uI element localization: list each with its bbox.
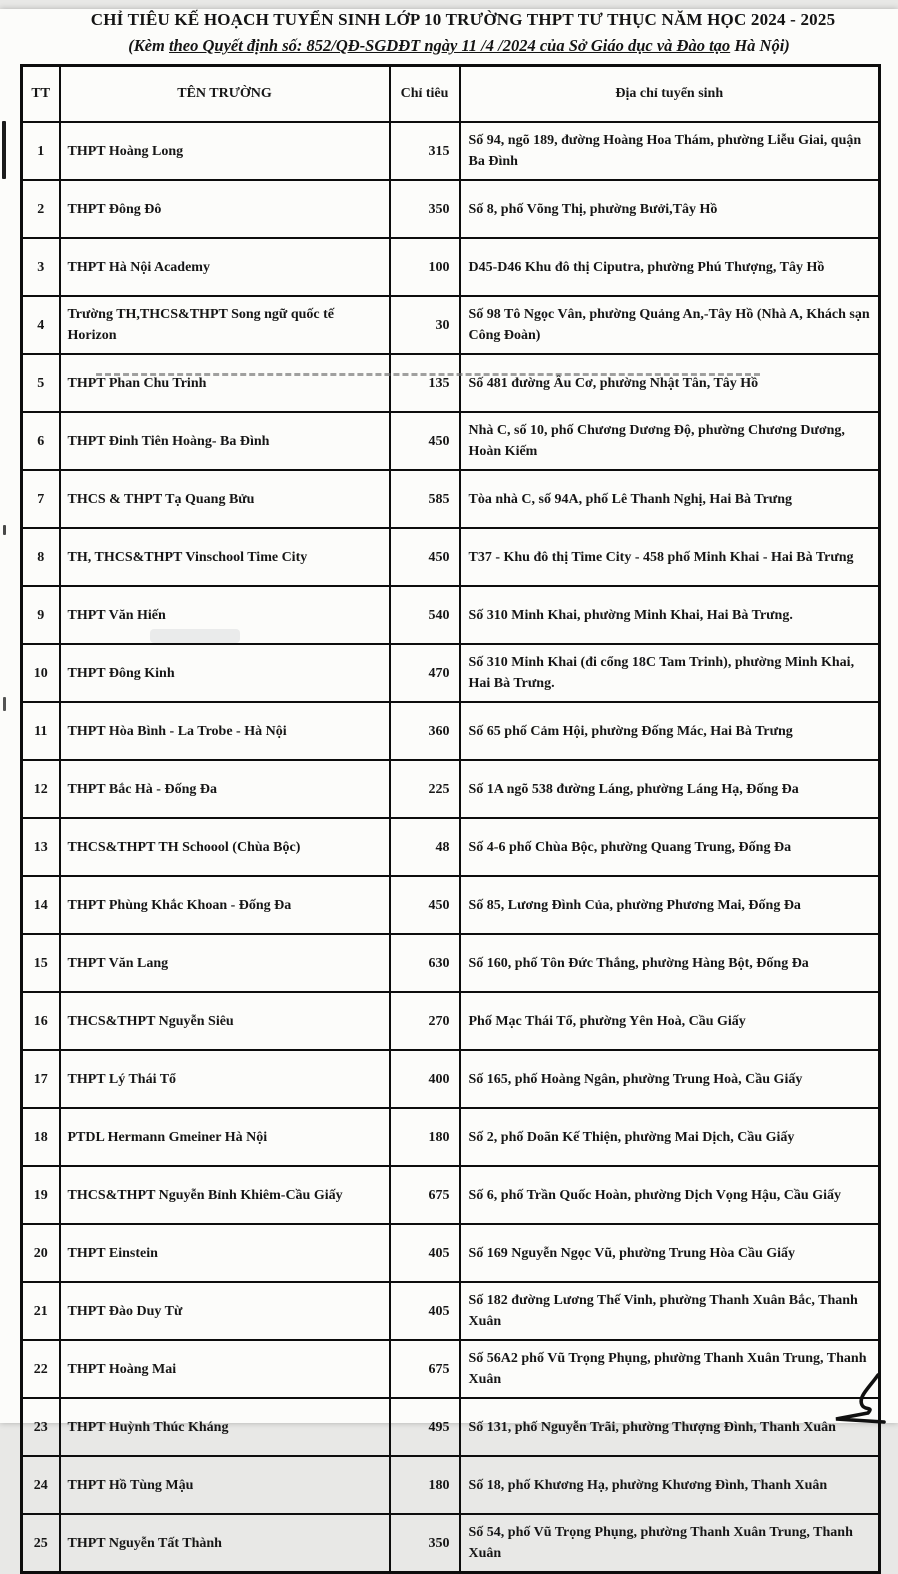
cell-address: Số 4-6 phố Chùa Bộc, phường Quang Trung, Đống Đa (460, 818, 880, 876)
cell-address: Số 98 Tô Ngọc Vân, phường Quảng An,-Tây Hồ (Nhà A, Khách sạn Công Đoàn) (460, 296, 880, 354)
table-row (22, 354, 880, 412)
cell-tt: 21 (22, 1282, 60, 1340)
cell-tt: 14 (22, 876, 60, 934)
cell-address: Số 94, ngõ 189, đường Hoàng Hoa Thám, phường Liễu Giai, quận Ba Đình (460, 122, 880, 180)
cell-tt: 9 (22, 586, 60, 644)
cell-quota: 100 (390, 238, 460, 296)
scanned-document-page (0, 9, 898, 1561)
cell-quota: 405 (390, 1224, 460, 1282)
cell-school-name: THCS&THPT Nguyễn Bỉnh Khiêm-Cầu Giấy (60, 1166, 390, 1224)
cell-quota: 450 (390, 412, 460, 470)
cell-quota: 470 (390, 644, 460, 702)
cell-address: Số 6, phố Trần Quốc Hoàn, phường Dịch Vọng Hậu, Cầu Giấy (460, 1166, 880, 1224)
cell-school-name: THPT Văn Hiến (60, 586, 390, 644)
cell-tt: 3 (22, 238, 60, 296)
cell-tt: 18 (22, 1108, 60, 1166)
cell-quota: 450 (390, 876, 460, 934)
cell-school-name: Trường TH,THCS&THPT Song ngữ quốc tế Horizon (60, 296, 390, 354)
cell-quota: 315 (390, 122, 460, 180)
cell-school-name: THPT Hồ Tùng Mậu (60, 1456, 390, 1514)
cell-tt: 7 (22, 470, 60, 528)
table-row (22, 412, 880, 470)
table-row (22, 992, 880, 1050)
enrollment-quota-table (20, 64, 881, 1574)
cell-address: Số 54, phố Vũ Trọng Phụng, phường Thanh Xuân Trung, Thanh Xuân (460, 1514, 880, 1573)
school-table-body (22, 122, 880, 1573)
scan-edge-artifact (3, 525, 6, 535)
cell-quota: 225 (390, 760, 460, 818)
cell-school-name: THPT Nguyễn Tất Thành (60, 1514, 390, 1573)
cell-school-name: THPT Bắc Hà - Đống Đa (60, 760, 390, 818)
cell-tt: 5 (22, 354, 60, 412)
cell-tt: 19 (22, 1166, 60, 1224)
cell-tt: 24 (22, 1456, 60, 1514)
table-header-row (22, 66, 880, 123)
cell-address: Số 131, phố Nguyễn Trãi, phường Thượng Đình, Thanh Xuân (460, 1398, 880, 1456)
cell-school-name: THPT Phan Chu Trinh (60, 354, 390, 412)
cell-address: Số 310 Minh Khai, phường Minh Khai, Hai Bà Trưng. (460, 586, 880, 644)
scan-edge-artifact (2, 121, 6, 179)
cell-address: T37 - Khu đô thị Time City - 458 phố Minh Khai - Hai Bà Trưng (460, 528, 880, 586)
cell-quota: 450 (390, 528, 460, 586)
cell-tt: 16 (22, 992, 60, 1050)
table-row (22, 702, 880, 760)
table-row (22, 1050, 880, 1108)
cell-school-name: THPT Đào Duy Từ (60, 1282, 390, 1340)
header-tt: TT (22, 66, 60, 123)
cell-quota: 270 (390, 992, 460, 1050)
cell-quota: 675 (390, 1340, 460, 1398)
cell-tt: 10 (22, 644, 60, 702)
cell-quota: 360 (390, 702, 460, 760)
cell-address: Số 2, phố Doãn Kế Thiện, phường Mai Dịch, Cầu Giấy (460, 1108, 880, 1166)
subtitle-underlined-text: theo Quyết định số: 852/QĐ-SGDĐT ngày 11 /4 /2024 của Sở Giáo dục và Đào tạo (169, 36, 731, 55)
cell-tt: 13 (22, 818, 60, 876)
cell-tt: 25 (22, 1514, 60, 1573)
table-row (22, 180, 880, 238)
table-row (22, 1282, 880, 1340)
table-row (22, 1398, 880, 1456)
cell-tt: 11 (22, 702, 60, 760)
subtitle-prefix: (Kèm (128, 36, 170, 55)
cell-school-name: THPT Hà Nội Academy (60, 238, 390, 296)
table-row (22, 1340, 880, 1398)
cell-quota: 48 (390, 818, 460, 876)
header-school-name: TÊN TRƯỜNG (60, 66, 390, 123)
cell-address: Số 310 Minh Khai (đi cổng 18C Tam Trinh), phường Minh Khai, Hai Bà Trưng. (460, 644, 880, 702)
handwritten-pen-mark (822, 1375, 894, 1423)
table-row (22, 1108, 880, 1166)
cell-address: Tòa nhà C, số 94A, phố Lê Thanh Nghị, Hai Bà Trưng (460, 470, 880, 528)
cell-school-name: THPT Đông Đô (60, 180, 390, 238)
cell-school-name: THPT Văn Lang (60, 934, 390, 992)
cell-quota: 405 (390, 1282, 460, 1340)
cell-address: Số 18, phố Khương Hạ, phường Khương Đình, Thanh Xuân (460, 1456, 880, 1514)
cell-quota: 180 (390, 1108, 460, 1166)
table-row (22, 1514, 880, 1573)
cell-school-name: THPT Đinh Tiên Hoàng- Ba Đình (60, 412, 390, 470)
cell-school-name: TH, THCS&THPT Vinschool Time City (60, 528, 390, 586)
cell-school-name: THPT Phùng Khắc Khoan - Đống Đa (60, 876, 390, 934)
cell-tt: 8 (22, 528, 60, 586)
cell-school-name: THPT Hoàng Mai (60, 1340, 390, 1398)
table-row (22, 760, 880, 818)
cell-address: Phố Mạc Thái Tổ, phường Yên Hoà, Cầu Giấy (460, 992, 880, 1050)
table-row (22, 1224, 880, 1282)
header-quota: Chỉ tiêu (390, 66, 460, 123)
table-row (22, 528, 880, 586)
scan-smudge-artifact (150, 629, 240, 643)
cell-address: Nhà C, số 10, phố Chương Dương Độ, phường Chương Dương, Hoàn Kiếm (460, 412, 880, 470)
cell-school-name: THCS&THPT TH Schoool (Chùa Bộc) (60, 818, 390, 876)
table-row (22, 934, 880, 992)
document-subtitle (40, 33, 878, 58)
cell-school-name: THPT Hòa Bình - La Trobe - Hà Nội (60, 702, 390, 760)
cell-address: Số 56A2 phố Vũ Trọng Phụng, phường Thanh Xuân Trung, Thanh Xuân (460, 1340, 880, 1398)
cell-quota: 350 (390, 180, 460, 238)
cell-quota: 180 (390, 1456, 460, 1514)
cell-tt: 22 (22, 1340, 60, 1398)
cell-address: Số 481 đường Âu Cơ, phường Nhật Tân, Tây Hồ (460, 354, 880, 412)
cell-tt: 15 (22, 934, 60, 992)
cell-address: Số 169 Nguyễn Ngọc Vũ, phường Trung Hòa Cầu Giấy (460, 1224, 880, 1282)
cell-school-name: THPT Huỳnh Thúc Kháng (60, 1398, 390, 1456)
cell-address: Số 160, phố Tôn Đức Thắng, phường Hàng Bột, Đống Đa (460, 934, 880, 992)
table-row (22, 122, 880, 180)
cell-tt: 6 (22, 412, 60, 470)
cell-quota: 400 (390, 1050, 460, 1108)
document-title: CHỈ TIÊU KẾ HOẠCH TUYỂN SINH LỚP 10 TRƯỜNG THPT TƯ THỤC NĂM HỌC 2024 - 2025 (90, 10, 836, 29)
cell-tt: 23 (22, 1398, 60, 1456)
cell-address: D45-D46 Khu đô thị Ciputra, phường Phú Thượng, Tây Hồ (460, 238, 880, 296)
table-row (22, 1166, 880, 1224)
table-row (22, 296, 880, 354)
scan-dashed-line-artifact (96, 373, 760, 376)
cell-address: Số 165, phố Hoàng Ngân, phường Trung Hoà, Cầu Giấy (460, 1050, 880, 1108)
cell-school-name: THPT Lý Thái Tổ (60, 1050, 390, 1108)
cell-address: Số 182 đường Lương Thế Vinh, phường Thanh Xuân Bắc, Thanh Xuân (460, 1282, 880, 1340)
cell-school-name: THCS & THPT Tạ Quang Bửu (60, 470, 390, 528)
table-row (22, 470, 880, 528)
table-row (22, 238, 880, 296)
cell-tt: 1 (22, 122, 60, 180)
cell-school-name: THPT Einstein (60, 1224, 390, 1282)
cell-address: Số 85, Lương Đình Của, phường Phương Mai, Đống Đa (460, 876, 880, 934)
table-header (22, 66, 880, 123)
cell-quota: 675 (390, 1166, 460, 1224)
cell-quota: 30 (390, 296, 460, 354)
table-row (22, 876, 880, 934)
header-address: Địa chỉ tuyển sinh (460, 66, 880, 123)
cell-tt: 20 (22, 1224, 60, 1282)
table-row (22, 818, 880, 876)
cell-tt: 4 (22, 296, 60, 354)
cell-tt: 17 (22, 1050, 60, 1108)
cell-tt: 12 (22, 760, 60, 818)
cell-address: Số 1A ngõ 538 đường Láng, phường Láng Hạ, Đống Đa (460, 760, 880, 818)
cell-school-name: PTDL Hermann Gmeiner Hà Nội (60, 1108, 390, 1166)
cell-school-name: THPT Hoàng Long (60, 122, 390, 180)
cell-school-name: THCS&THPT Nguyễn Siêu (60, 992, 390, 1050)
cell-quota: 350 (390, 1514, 460, 1573)
cell-address: Số 8, phố Võng Thị, phường Bưởi,Tây Hồ (460, 180, 880, 238)
cell-quota: 135 (390, 354, 460, 412)
scan-edge-artifact (3, 697, 6, 711)
cell-quota: 585 (390, 470, 460, 528)
cell-quota: 540 (390, 586, 460, 644)
table-row (22, 644, 880, 702)
cell-school-name: THPT Đông Kinh (60, 644, 390, 702)
cell-tt: 2 (22, 180, 60, 238)
cell-quota: 630 (390, 934, 460, 992)
table-row (22, 1456, 880, 1514)
cell-address: Số 65 phố Cảm Hội, phường Đống Mác, Hai Bà Trưng (460, 702, 880, 760)
subtitle-suffix: Hà Nội) (730, 36, 790, 55)
cell-quota: 495 (390, 1398, 460, 1456)
